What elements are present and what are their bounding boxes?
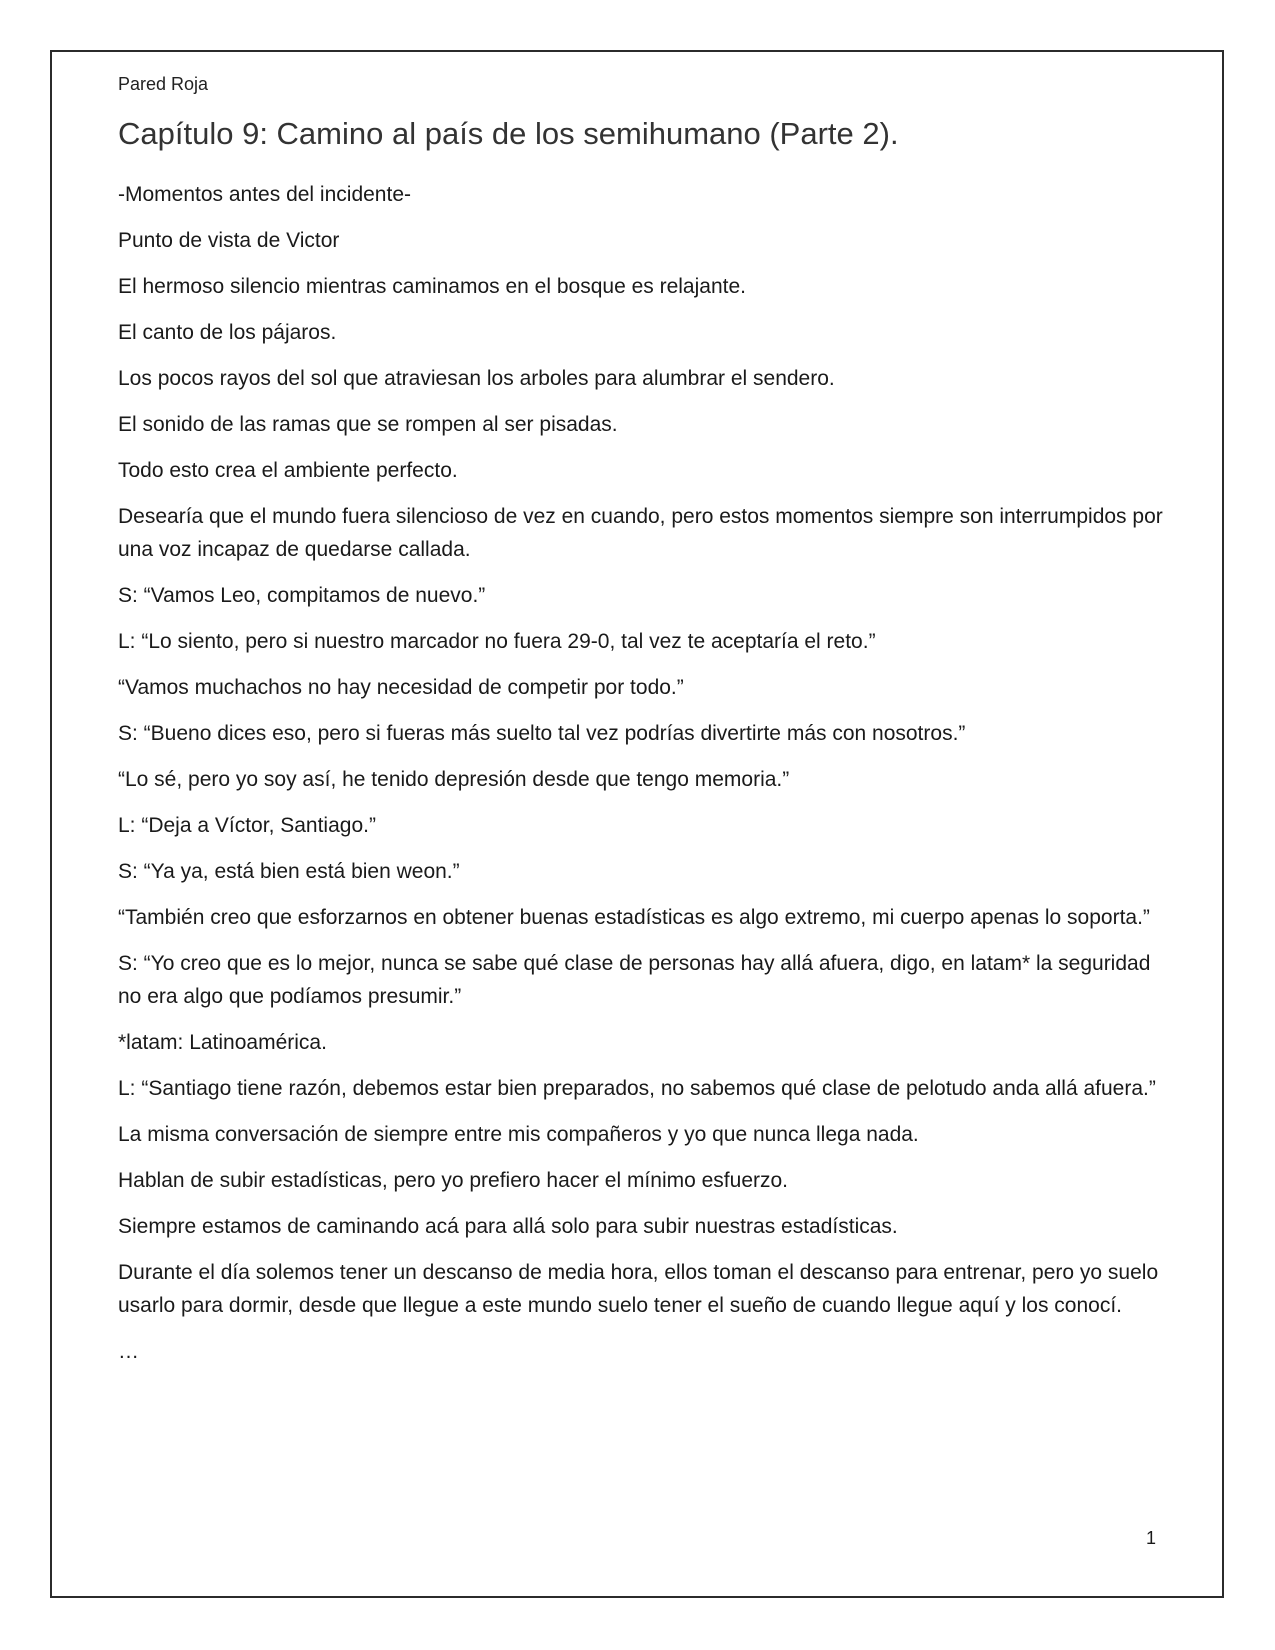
chapter-body [118, 178, 1163, 1381]
paragraph: S: “Bueno dices eso, pero si fueras más suelto tal vez podrías divertirte más con nosotros.” [118, 722, 966, 745]
paragraph: L: “Lo siento, pero si nuestro marcador no fuera 29-0, tal vez te aceptaría el reto.” [118, 630, 876, 653]
paragraph: L: “Santiago tiene razón, debemos estar bien preparados, no sabemos qué clase de pelotudo anda allá afuera.” [118, 1077, 1156, 1100]
footnote: *latam: Latinoamérica. [118, 1031, 327, 1054]
paragraph: El sonido de las ramas que se rompen al ser pisadas. [118, 413, 618, 436]
paragraph: El canto de los pájaros. [118, 321, 337, 344]
paragraph: L: “Deja a Víctor, Santiago.” [118, 814, 376, 837]
paragraph: “Lo sé, pero yo soy así, he tenido depresión desde que tengo memoria.” [118, 768, 790, 791]
paragraph: -Momentos antes del incidente- [118, 183, 411, 206]
paragraph: Todo esto crea el ambiente perfecto. [118, 459, 458, 482]
paragraph: El hermoso silencio mientras caminamos en el bosque es relajante. [118, 275, 746, 298]
paragraph: La misma conversación de siempre entre mis compañeros y yo que nunca llega nada. [118, 1123, 919, 1146]
chapter-title: Capítulo 9: Camino al país de los semihumano (Parte 2). [118, 116, 899, 151]
paragraph: Desearía que el mundo fuera silencioso de vez en cuando, pero estos momentos siempre son interrumpidos por una voz incapaz de quedarse callada. [118, 505, 1163, 561]
paragraph: Los pocos rayos del sol que atraviesan los arboles para alumbrar el sendero. [118, 367, 835, 390]
paragraph: Punto de vista de Victor [118, 229, 340, 252]
ellipsis: … [118, 1340, 139, 1363]
paragraph: “También creo que esforzarnos en obtener buenas estadísticas es algo extremo, mi cuerpo apenas lo soporta.” [118, 906, 1150, 929]
paragraph: Hablan de subir estadísticas, pero yo prefiero hacer el mínimo esfuerzo. [118, 1169, 789, 1192]
paragraph: Siempre estamos de caminando acá para allá solo para subir nuestras estadísticas. [118, 1215, 898, 1238]
running-header: Pared Roja [118, 74, 209, 94]
paragraph: S: “Ya ya, está bien está bien weon.” [118, 860, 460, 883]
paragraph: Durante el día solemos tener un descanso de media hora, ellos toman el descanso para entrenar, pero yo suelo usarlo para dormir, desde que llegue a este mundo suelo tener el sueño de cuando llegue aquí y los conocí. [118, 1261, 1159, 1317]
paragraph: S: “Vamos Leo, compitamos de nuevo.” [118, 584, 486, 607]
paragraph: S: “Yo creo que es lo mejor, nunca se sabe qué clase de personas hay allá afuera, digo, en latam* la seguridad no era algo que podíamos presumir.” [118, 952, 1151, 1008]
paragraph: “Vamos muchachos no hay necesidad de competir por todo.” [118, 676, 684, 699]
page-number: 1 [1146, 1528, 1157, 1548]
